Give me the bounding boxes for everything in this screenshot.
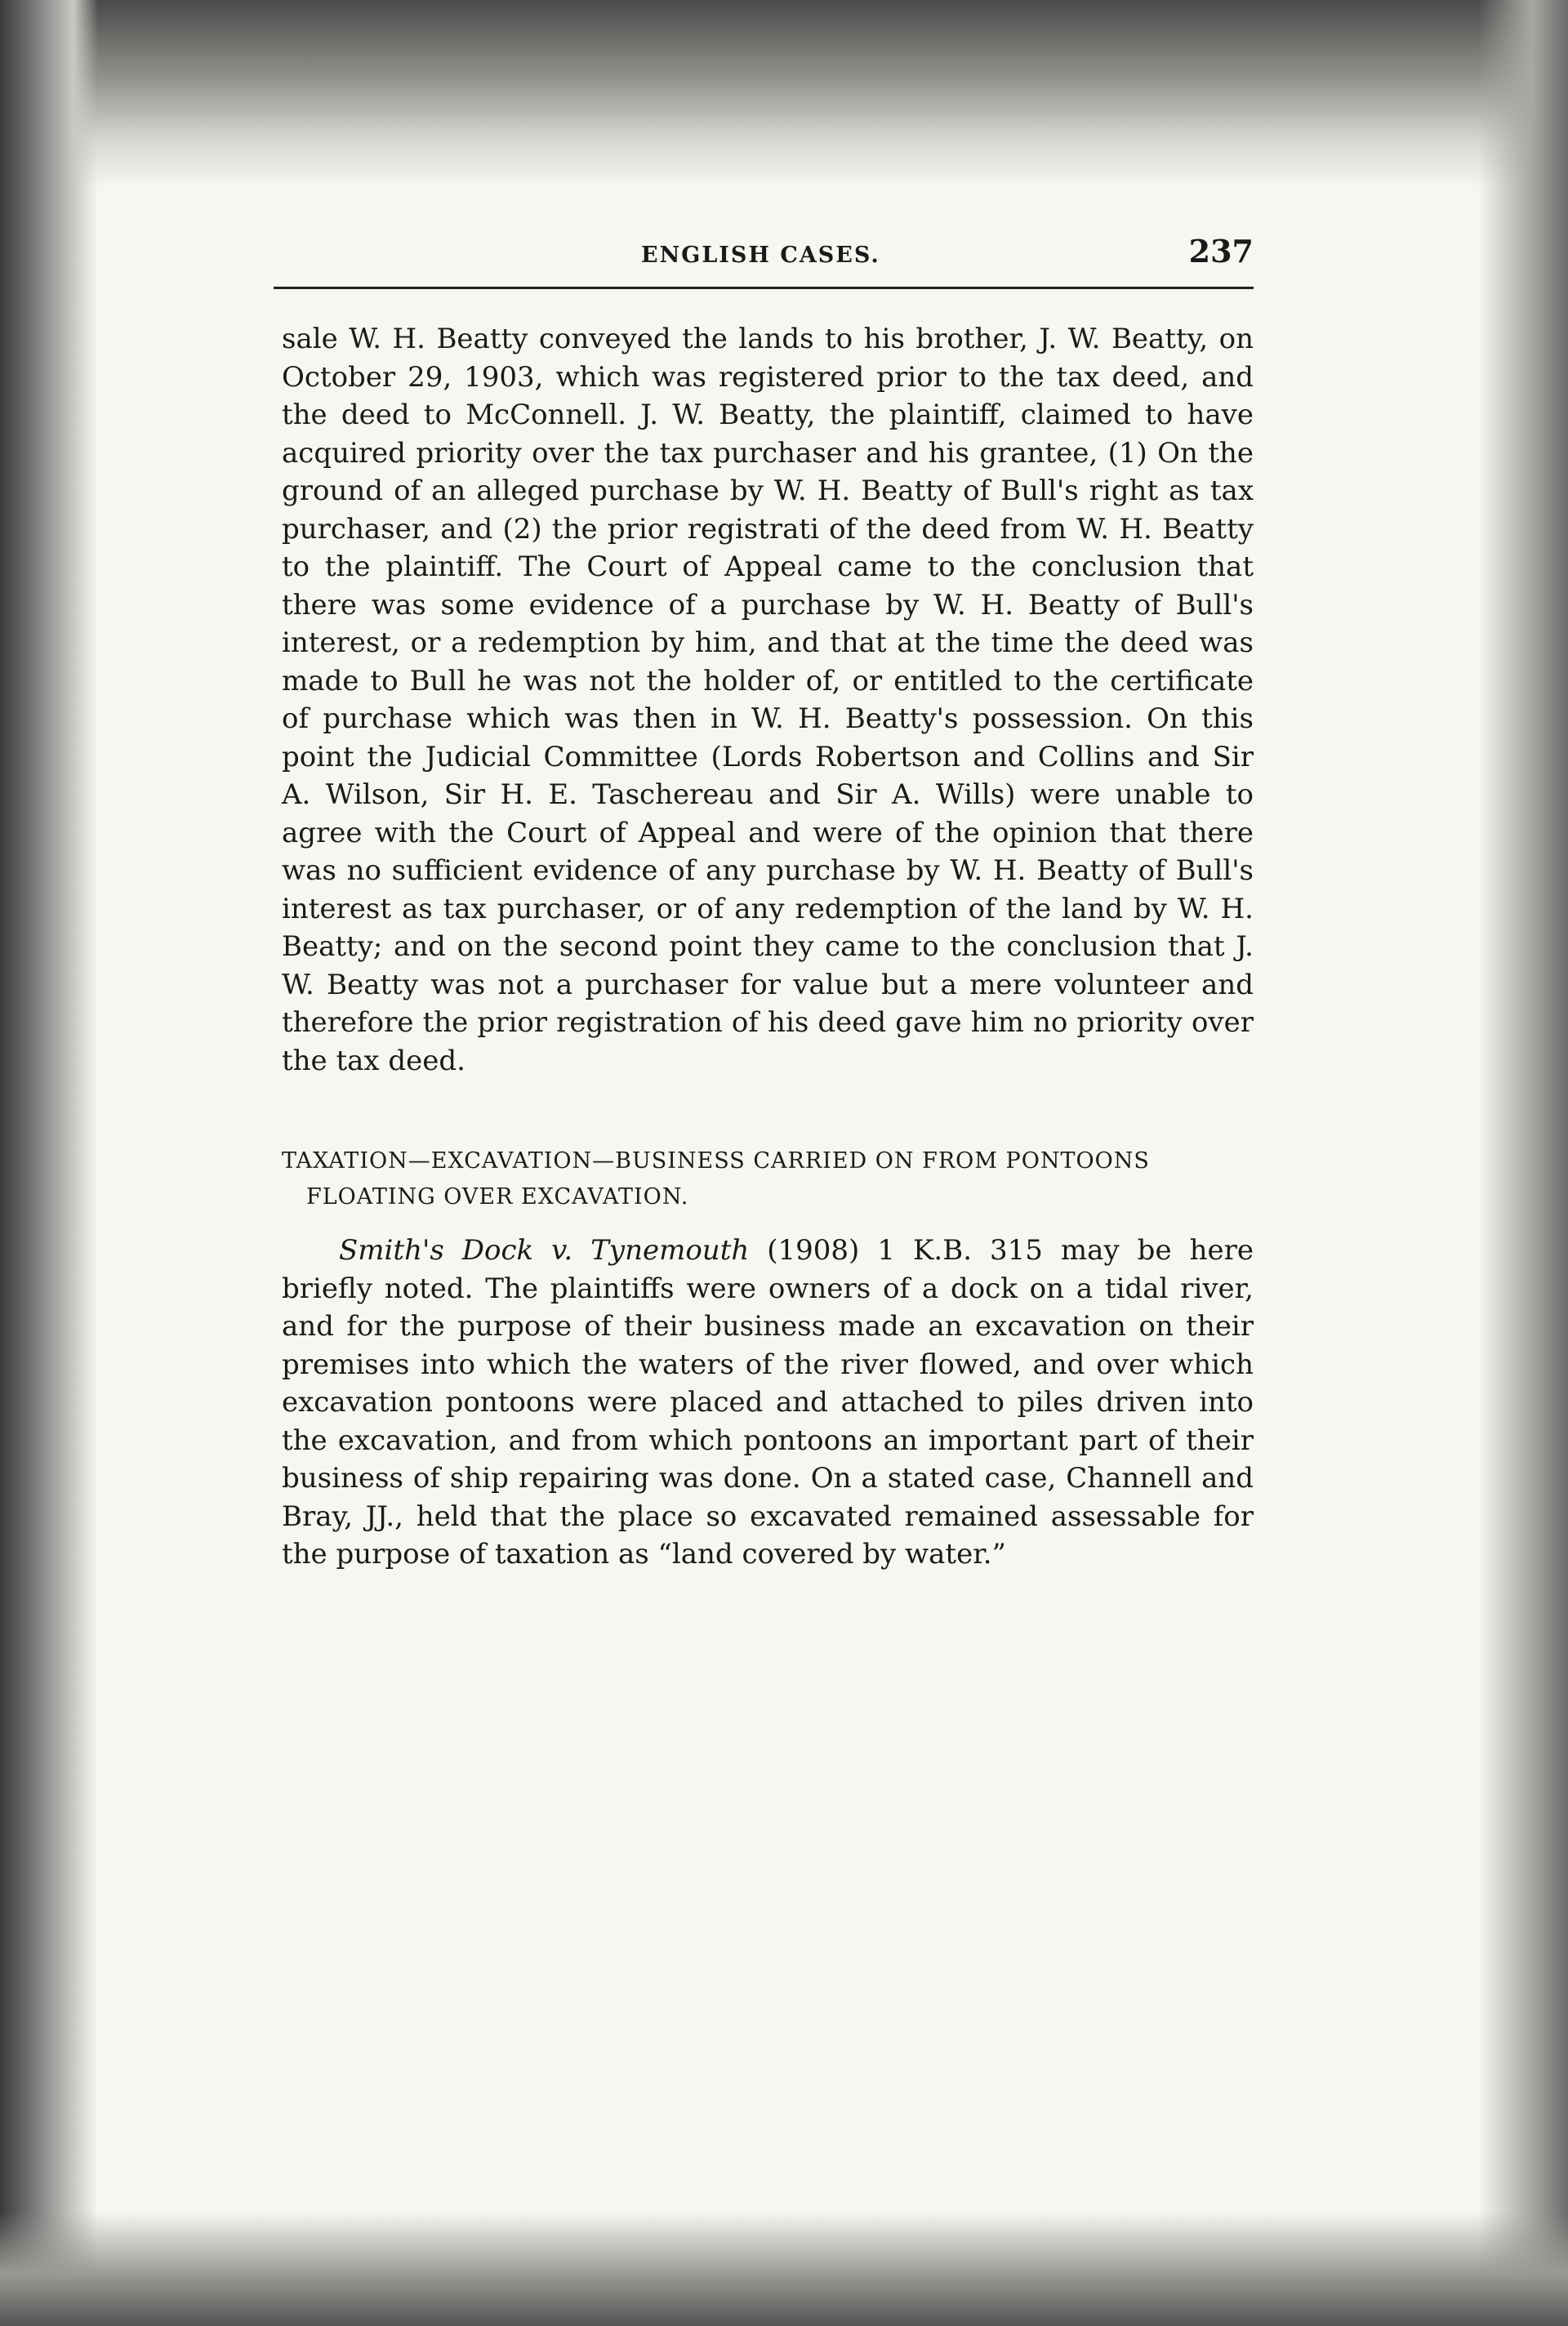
- headnote-line-1: TAXATION—EXCAVATION—BUSINESS CARRIED ON FROM PONTOONS: [282, 1148, 1150, 1174]
- paragraph-beatty-case: sale W. H. Beatty conveyed the lands to his brother, J. W. Beatty, on October 29, 1903, which was registered prior to the tax deed, and the deed to McConnell. J. W. Beatty, the plaintiff, claimed to have acquired priority over the tax purchaser and his grantee, (1) On the ground of an alleged purchase by W. H. Beatty of Bull's right as tax purchaser, and (2) the prior registrati of the deed from W. H. Beatty to the plaintiff. The Court of Appeal came to the conclusion that there was some evidence of a purchase by W. H. Beatty of Bull's interest, or a redemption by him, and that at the time the deed was made to Bull he was not the holder of, or entitled to the certificate of purchase which was then in W. H. Beatty's possession. On this point the Judicial Committee (Lords Robertson and Collins and Sir A. Wilson, Sir H. E. Taschereau and Sir A. Wills) were unable to agree with the Court of Appeal and were of the opinion that there was no sufficient evidence of any purchase by W. H. Beatty of Bull's interest as tax purchaser, or of any redemption of the land by W. H. Beatty; and on the second point they came to the conclusion that J. W. Beatty was not a purchaser for value but a mere volunteer and therefore the prior registration of his deed gave him no priority over the tax deed.: [282, 323, 1254, 1077]
- header-rule: [274, 287, 1254, 289]
- paragraph-smiths-dock: [282, 1232, 1254, 1574]
- case-citation-name: Smith's Dock v. Tynemouth: [339, 1234, 750, 1267]
- running-title: ENGLISH CASES.: [641, 243, 880, 268]
- section-headnote: [282, 1143, 1254, 1215]
- scan-shadow-right: [1478, 0, 1568, 2326]
- running-head: [282, 233, 1254, 282]
- book-page: [282, 233, 1254, 1574]
- headnote-line-2: FLOATING OVER EXCAVATION.: [306, 1184, 689, 1210]
- page-number: 237: [1188, 233, 1254, 270]
- paragraph-smiths-dock-text: (1908) 1 K.B. 315 may be here briefly noted. The plaintiffs were owners of a dock on a tidal river, and for the purpose of their business made an excavation on their premises into which the waters of the river flowed, and over which excavation pontoons were placed and attached to piles driven into the excavation, and from which pontoons an important part of their business of ship repairing was done. On a stated case, Channell and Bray, JJ., held that the place so excavated remained assessable for the purpose of taxation as “land covered by water.”: [282, 1234, 1254, 1571]
- scan-shadow-left: [0, 0, 98, 2326]
- scan-shadow-bottom: [0, 2212, 1568, 2326]
- scan-shadow-top: [0, 0, 1568, 188]
